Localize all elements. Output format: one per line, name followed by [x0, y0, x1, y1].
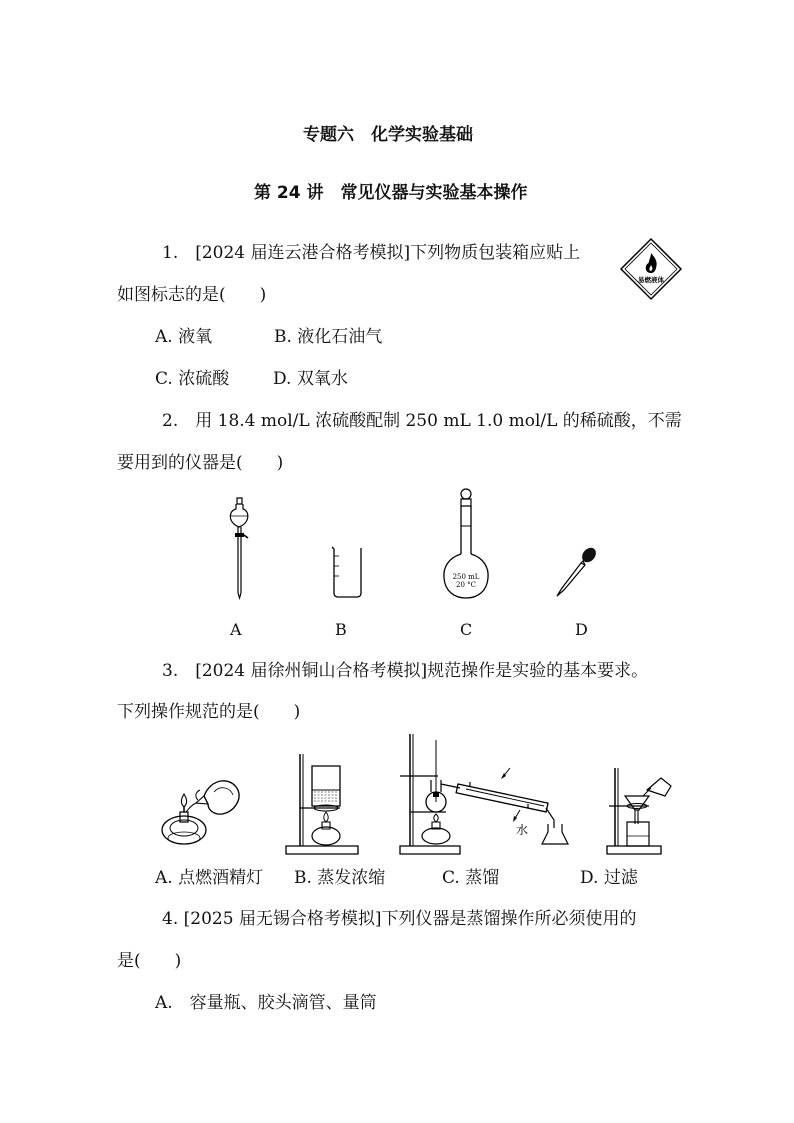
q4-option-a: A. 容量瓶、胶头滴管、量筒	[155, 993, 377, 1013]
q2-figure-label-d: D	[575, 620, 588, 639]
distillation-setup-icon	[398, 732, 570, 856]
q1-stem-line1: 1. [2024 届连云港合格考模拟]下列物质包装箱应贴上	[162, 243, 581, 263]
q1-option-b: B. 液化石油气	[274, 327, 383, 347]
flask-volume-label: 250 mL	[452, 573, 480, 581]
q3-stem-line1: 3. [2024 届徐州铜山合格考模拟]规范操作是实验的基本要求。	[162, 661, 649, 681]
flammable-liquid-sign-icon	[620, 238, 682, 300]
flask-temperature-label: 20 °C	[456, 581, 476, 589]
beaker-icon	[330, 546, 364, 598]
q3-option-b: B. 蒸发浓缩	[294, 868, 386, 888]
q2-stem-line1: 2. 用 18.4 mol/L 浓硫酸配制 250 mL 1.0 mol/L 的稀硫酸，不需	[162, 411, 682, 431]
volumetric-flask-icon	[442, 488, 490, 600]
dropper-icon	[554, 546, 600, 598]
q3-option-c: C. 蒸馏	[442, 868, 500, 888]
separatory-funnel-icon	[224, 497, 254, 599]
alcohol-lamp-lighting-icon	[156, 770, 242, 856]
q1-option-a: A. 液氧	[155, 327, 213, 347]
q1-stem-line2: 如图标志的是( )	[117, 285, 267, 305]
q4-stem-line2: 是( )	[117, 951, 182, 971]
filtration-setup-icon	[605, 766, 677, 856]
q3-option-a: A. 点燃酒精灯	[155, 868, 264, 888]
q4-stem-line1: 4. [2025 届无锡合格考模拟]下列仪器是蒸馏操作所必须使用的	[162, 909, 637, 929]
q1-option-c: C. 浓硫酸	[155, 369, 230, 389]
q2-figure-label-c: C	[460, 620, 473, 639]
evaporation-setup-icon	[284, 752, 360, 856]
lesson-title: 第 24 讲 常见仪器与实验基本操作	[254, 183, 528, 203]
topic-title: 专题六 化学实验基础	[303, 125, 473, 145]
q3-stem-line2: 下列操作规范的是( )	[117, 702, 301, 722]
q2-figure-label-b: B	[335, 620, 347, 639]
q2-figure-label-a: A	[230, 620, 242, 639]
q3-option-d: D. 过滤	[580, 868, 638, 888]
q2-stem-line2: 要用到的仪器是( )	[117, 453, 284, 473]
flammable-sign-text: 易燃液体	[638, 276, 664, 284]
q1-option-d: D. 双氧水	[273, 369, 348, 389]
water-label: 水	[516, 823, 529, 837]
